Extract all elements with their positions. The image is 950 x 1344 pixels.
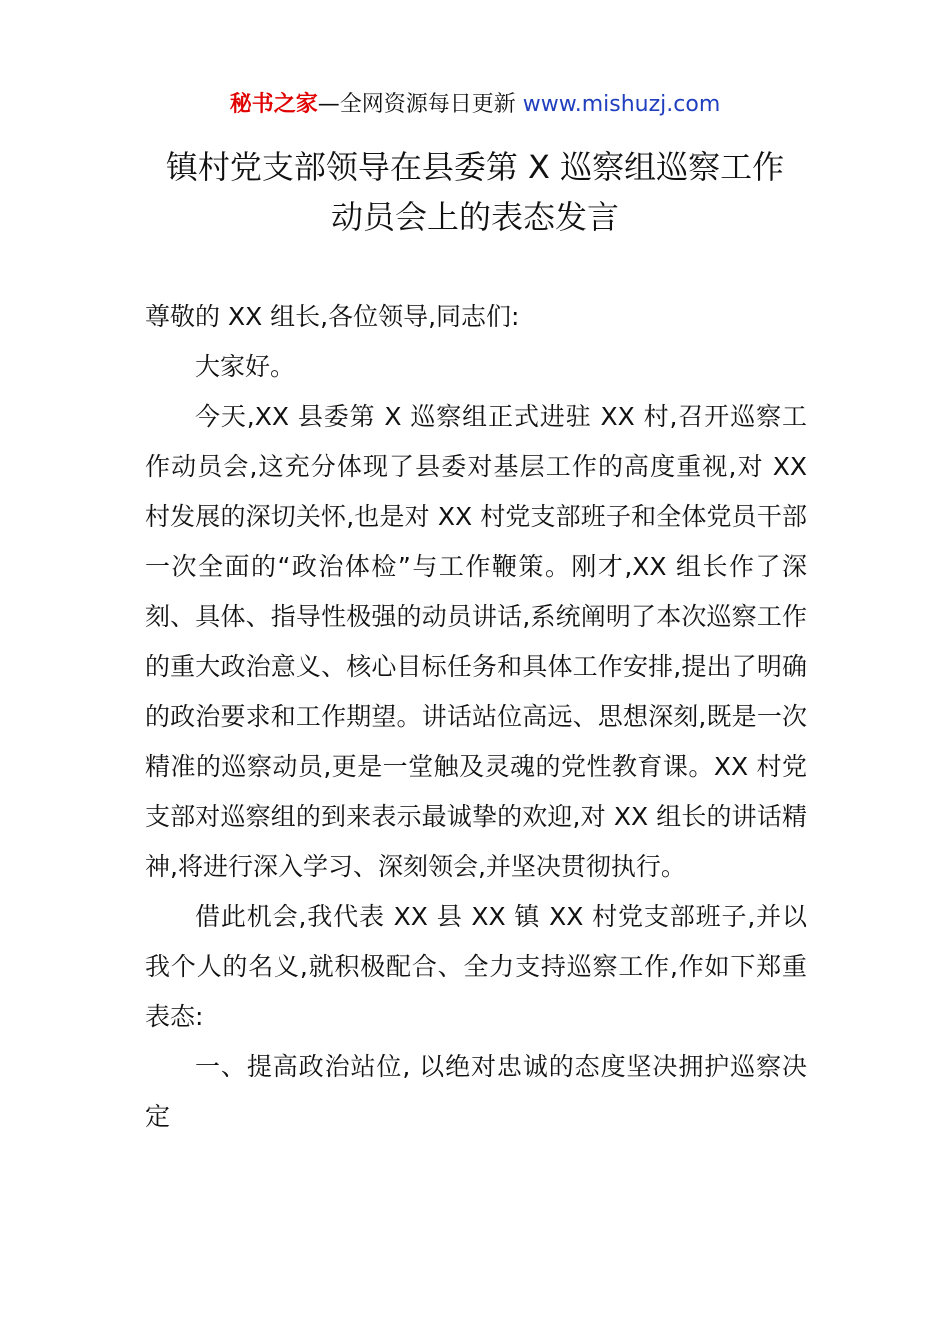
paragraph-opening: 今天,XX 县委第 X 巡察组正式进驻 XX 村,召开巡察工作动员会,这充分体现了县委对基层工作的高度重视,对 XX 村发展的深切关怀,也是对 XX 村党支部班子和全体党员干部一次全面的“政治体检”与工作鞭策。刚才,XX 组长作了深刻、具体、指导性极强的动员讲话,系统阐明了本次巡察工作的重大政治意义、核心目标任务和具体工作安排,提出了明确的政治要求和工作期望。讲话站位高远、思想深刻,既是一次精准的巡察动员,更是一堂触及灵魂的党性教育课。XX 村党支部对巡察组的到来表示最诚挚的欢迎,对 XX 组长的讲话精神,将进行深入学习、深刻领会,并坚决贯彻执行。	[145, 402, 807, 881]
paragraph-pledge-intro: 借此机会,我代表 XX 县 XX 镇 XX 村党支部班子,并以我个人的名义,就积极配合、全力支持巡察工作,作如下郑重表态:	[145, 902, 807, 1031]
salutation: 尊敬的 XX 组长,各位领导,同志们:	[145, 302, 520, 331]
site-header	[0, 89, 950, 121]
site-brand: 秘书之家	[229, 92, 318, 117]
section-heading-1: 一、提高政治站位, 以绝对忠诚的态度坚决拥护巡察决定	[145, 1052, 807, 1131]
site-tagline: —全网资源每日更新	[317, 92, 516, 117]
site-url-link[interactable]: www.mishuzj.com	[522, 92, 721, 117]
document-title	[0, 142, 950, 242]
greeting: 大家好。	[195, 352, 296, 381]
title-line-2: 动员会上的表态发言	[330, 198, 619, 236]
document-body	[145, 292, 807, 1142]
title-line-1: 镇村党支部领导在县委第 X 巡察组巡察工作	[165, 148, 785, 186]
